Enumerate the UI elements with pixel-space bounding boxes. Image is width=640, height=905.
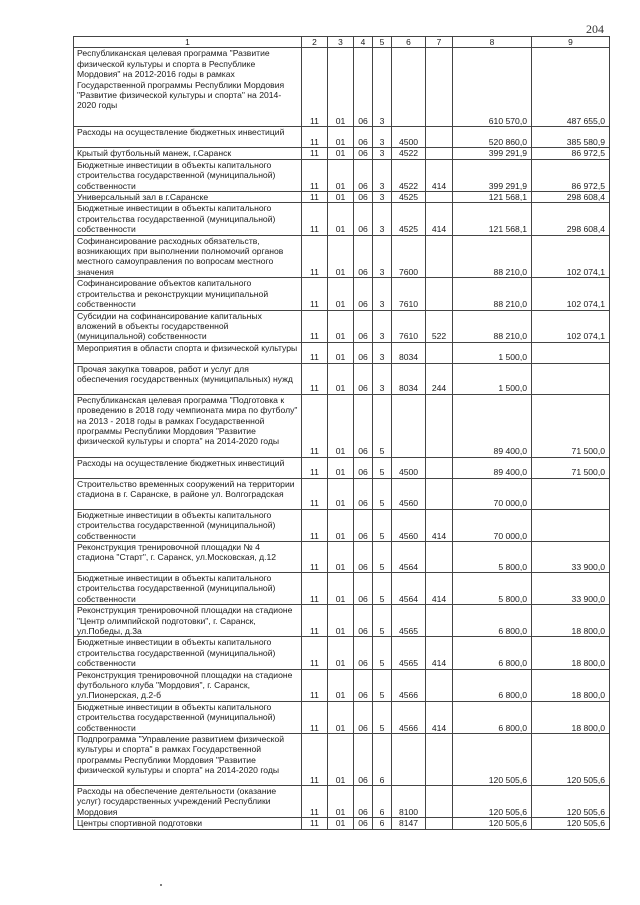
amount-cell: 399 291,9 bbox=[453, 148, 532, 159]
table-row bbox=[74, 637, 610, 669]
table-row bbox=[74, 310, 610, 342]
code-cell: 3 bbox=[373, 310, 392, 342]
code-cell: 06 bbox=[354, 786, 373, 818]
table-row bbox=[74, 148, 610, 159]
code-cell: 01 bbox=[328, 818, 354, 829]
amount-cell: 71 500,0 bbox=[532, 457, 610, 478]
code-cell: 11 bbox=[302, 363, 328, 394]
amount-cell: 121 568,1 bbox=[453, 192, 532, 203]
code-cell: 01 bbox=[328, 278, 354, 310]
code-cell: 6 bbox=[373, 734, 392, 786]
code-cell: 06 bbox=[354, 363, 373, 394]
amount-cell: 33 900,0 bbox=[532, 572, 610, 604]
table-row bbox=[74, 818, 610, 829]
amount-cell: 33 900,0 bbox=[532, 541, 610, 572]
code-cell: 06 bbox=[354, 310, 373, 342]
row-name-cell: Бюджетные инвестиции в объекты капитального строительства государственной (муниципальной) собственности bbox=[74, 572, 302, 604]
code-cell: 06 bbox=[354, 541, 373, 572]
code-cell: 01 bbox=[328, 310, 354, 342]
code-cell: 5 bbox=[373, 572, 392, 604]
code-cell: 01 bbox=[328, 127, 354, 148]
code-cell: 3 bbox=[373, 278, 392, 310]
code-cell: 4566 bbox=[392, 669, 426, 701]
row-name-cell: Бюджетные инвестиции в объекты капитального строительства государственной (муниципальной) собственности bbox=[74, 159, 302, 191]
code-cell: 11 bbox=[302, 278, 328, 310]
table-row bbox=[74, 669, 610, 701]
code-cell bbox=[426, 342, 453, 363]
code-cell: 01 bbox=[328, 734, 354, 786]
code-cell: 06 bbox=[354, 572, 373, 604]
code-cell: 8034 bbox=[392, 342, 426, 363]
row-name-cell: Реконструкция тренировочной площадки № 4 стадиона "Старт", г. Саранск, ул.Московская, д.12 bbox=[74, 541, 302, 572]
header-cell: 8 bbox=[453, 37, 532, 48]
code-cell: 06 bbox=[354, 278, 373, 310]
row-name-cell: Расходы на осуществление бюджетных инвестиций bbox=[74, 457, 302, 478]
amount-cell: 6 800,0 bbox=[453, 669, 532, 701]
code-cell: 5 bbox=[373, 637, 392, 669]
table-row bbox=[74, 48, 610, 127]
code-cell: 11 bbox=[302, 342, 328, 363]
amount-cell: 487 655,0 bbox=[532, 48, 610, 127]
code-cell: 11 bbox=[302, 203, 328, 235]
code-cell: 522 bbox=[426, 310, 453, 342]
header-row bbox=[74, 37, 610, 48]
amount-cell bbox=[532, 509, 610, 541]
table-row bbox=[74, 509, 610, 541]
code-cell: 5 bbox=[373, 605, 392, 637]
code-cell: 01 bbox=[328, 605, 354, 637]
row-name-cell: Республиканская целевая программа "Подготовка к проведению в 2018 году чемпионата мира по футболу" на 2013 - 2018 годы в рамках Государственной программы Республики Мордовия "Развитие физической культуры и спорта" на 2014-2020 годы bbox=[74, 394, 302, 457]
code-cell: 5 bbox=[373, 669, 392, 701]
amount-cell: 102 074,1 bbox=[532, 310, 610, 342]
budget-table bbox=[73, 36, 610, 830]
amount-cell bbox=[532, 342, 610, 363]
amount-cell: 1 500,0 bbox=[453, 342, 532, 363]
code-cell: 3 bbox=[373, 342, 392, 363]
code-cell: 3 bbox=[373, 363, 392, 394]
code-cell: 06 bbox=[354, 148, 373, 159]
code-cell: 4560 bbox=[392, 509, 426, 541]
code-cell: 01 bbox=[328, 192, 354, 203]
code-cell: 4525 bbox=[392, 192, 426, 203]
table-row bbox=[74, 192, 610, 203]
amount-cell: 18 800,0 bbox=[532, 669, 610, 701]
code-cell: 11 bbox=[302, 509, 328, 541]
row-name-cell: Бюджетные инвестиции в объекты капитального строительства государственной (муниципальной) собственности bbox=[74, 701, 302, 733]
row-name-cell: Мероприятия в области спорта и физической культуры bbox=[74, 342, 302, 363]
amount-cell: 298 608,4 bbox=[532, 192, 610, 203]
code-cell bbox=[426, 818, 453, 829]
code-cell: 7610 bbox=[392, 310, 426, 342]
code-cell: 01 bbox=[328, 203, 354, 235]
row-name-cell: Подпрограмма "Управление развитием физической культуры и спорта" в рамках Государственной программы Республики Мордовия "Развитие физической культуры и спорта" на 2014-2020 годы bbox=[74, 734, 302, 786]
code-cell: 06 bbox=[354, 509, 373, 541]
code-cell: 6 bbox=[373, 818, 392, 829]
header-cell: 2 bbox=[302, 37, 328, 48]
row-name-cell: Софинансирование расходных обязательств, возникающих при выполнении полномочий органов местного самоуправления по вопросам местного значения bbox=[74, 235, 302, 278]
code-cell: 4560 bbox=[392, 478, 426, 509]
code-cell: 8147 bbox=[392, 818, 426, 829]
amount-cell: 88 210,0 bbox=[453, 278, 532, 310]
amount-cell: 5 800,0 bbox=[453, 541, 532, 572]
code-cell: 414 bbox=[426, 509, 453, 541]
row-name-cell: Бюджетные инвестиции в объекты капитального строительства государственной (муниципальной) собственности bbox=[74, 203, 302, 235]
code-cell: 06 bbox=[354, 394, 373, 457]
row-name-cell: Реконструкция тренировочной площадки на стадионе "Центр олимпийской подготовки", г. Саранск, ул.Победы, д.3а bbox=[74, 605, 302, 637]
code-cell bbox=[426, 457, 453, 478]
table-row bbox=[74, 363, 610, 394]
code-cell: 4522 bbox=[392, 148, 426, 159]
amount-cell: 121 568,1 bbox=[453, 203, 532, 235]
row-name-cell: Расходы на обеспечение деятельности (оказание услуг) государственных учреждений Республики Мордовия bbox=[74, 786, 302, 818]
amount-cell: 1 500,0 bbox=[453, 363, 532, 394]
code-cell: 11 bbox=[302, 457, 328, 478]
code-cell: 4500 bbox=[392, 457, 426, 478]
code-cell: 01 bbox=[328, 159, 354, 191]
table-row bbox=[74, 278, 610, 310]
code-cell: 3 bbox=[373, 148, 392, 159]
code-cell: 06 bbox=[354, 669, 373, 701]
code-cell: 06 bbox=[354, 637, 373, 669]
code-cell: 06 bbox=[354, 342, 373, 363]
amount-cell: 6 800,0 bbox=[453, 605, 532, 637]
code-cell: 11 bbox=[302, 148, 328, 159]
code-cell: 01 bbox=[328, 572, 354, 604]
code-cell: 01 bbox=[328, 148, 354, 159]
amount-cell: 120 505,6 bbox=[453, 818, 532, 829]
code-cell: 11 bbox=[302, 394, 328, 457]
code-cell: 3 bbox=[373, 127, 392, 148]
amount-cell: 399 291,9 bbox=[453, 159, 532, 191]
code-cell: 01 bbox=[328, 478, 354, 509]
header-cell: 4 bbox=[354, 37, 373, 48]
code-cell: 11 bbox=[302, 701, 328, 733]
code-cell: 414 bbox=[426, 203, 453, 235]
code-cell: 06 bbox=[354, 235, 373, 278]
code-cell: 414 bbox=[426, 572, 453, 604]
code-cell: 4522 bbox=[392, 159, 426, 191]
code-cell bbox=[392, 48, 426, 127]
code-cell: 5 bbox=[373, 457, 392, 478]
code-cell: 11 bbox=[302, 310, 328, 342]
row-name-cell: Расходы на осуществление бюджетных инвестиций bbox=[74, 127, 302, 148]
amount-cell bbox=[532, 363, 610, 394]
code-cell bbox=[426, 669, 453, 701]
amount-cell: 120 505,6 bbox=[453, 786, 532, 818]
code-cell: 414 bbox=[426, 701, 453, 733]
row-name-cell: Реконструкция тренировочной площадки на стадионе футбольного клуба "Мордовия", г. Саранск, ул.Пионерская, д.2-б bbox=[74, 669, 302, 701]
amount-cell: 520 860,0 bbox=[453, 127, 532, 148]
amount-cell: 70 000,0 bbox=[453, 478, 532, 509]
code-cell: 11 bbox=[302, 669, 328, 701]
amount-cell: 6 800,0 bbox=[453, 637, 532, 669]
amount-cell: 70 000,0 bbox=[453, 509, 532, 541]
row-name-cell: Универсальный зал в г.Саранске bbox=[74, 192, 302, 203]
code-cell bbox=[426, 148, 453, 159]
amount-cell: 120 505,6 bbox=[532, 734, 610, 786]
amount-cell: 88 210,0 bbox=[453, 235, 532, 278]
amount-cell: 18 800,0 bbox=[532, 701, 610, 733]
code-cell: 06 bbox=[354, 605, 373, 637]
code-cell: 5 bbox=[373, 509, 392, 541]
header-cell: 5 bbox=[373, 37, 392, 48]
code-cell: 5 bbox=[373, 478, 392, 509]
amount-cell: 102 074,1 bbox=[532, 235, 610, 278]
row-name-cell: Субсидии на софинансирование капитальных вложений в объекты государственной (муниципальной) собственности bbox=[74, 310, 302, 342]
code-cell: 4564 bbox=[392, 572, 426, 604]
code-cell: 11 bbox=[302, 572, 328, 604]
code-cell bbox=[426, 541, 453, 572]
code-cell: 11 bbox=[302, 159, 328, 191]
code-cell bbox=[392, 394, 426, 457]
code-cell: 4565 bbox=[392, 637, 426, 669]
code-cell bbox=[392, 734, 426, 786]
code-cell: 11 bbox=[302, 818, 328, 829]
amount-cell: 120 505,6 bbox=[532, 786, 610, 818]
code-cell bbox=[426, 48, 453, 127]
row-name-cell: Софинансирование объектов капитального строительства и реконструкции муниципальной собственности bbox=[74, 278, 302, 310]
table-row bbox=[74, 394, 610, 457]
code-cell: 01 bbox=[328, 637, 354, 669]
code-cell bbox=[426, 278, 453, 310]
row-name-cell: Строительство временных сооружений на территории стадиона в г. Саранске, в районе ул. Волгоградская bbox=[74, 478, 302, 509]
table-row bbox=[74, 605, 610, 637]
row-name-cell: Бюджетные инвестиции в объекты капитального строительства государственной (муниципальной) собственности bbox=[74, 637, 302, 669]
table-row bbox=[74, 235, 610, 278]
header-cell: 7 bbox=[426, 37, 453, 48]
code-cell: 5 bbox=[373, 394, 392, 457]
code-cell: 8100 bbox=[392, 786, 426, 818]
amount-cell: 86 972,5 bbox=[532, 148, 610, 159]
code-cell bbox=[426, 235, 453, 278]
code-cell: 11 bbox=[302, 192, 328, 203]
code-cell bbox=[426, 127, 453, 148]
row-name-cell: Бюджетные инвестиции в объекты капитального строительства государственной (муниципальной) собственности bbox=[74, 509, 302, 541]
amount-cell: 18 800,0 bbox=[532, 637, 610, 669]
code-cell: 244 bbox=[426, 363, 453, 394]
code-cell: 11 bbox=[302, 541, 328, 572]
amount-cell: 385 580,9 bbox=[532, 127, 610, 148]
amount-cell: 120 505,6 bbox=[532, 818, 610, 829]
row-name-cell: Прочая закупка товаров, работ и услуг для обеспечения государственных (муниципальных) нужд bbox=[74, 363, 302, 394]
code-cell: 11 bbox=[302, 235, 328, 278]
code-cell: 414 bbox=[426, 637, 453, 669]
code-cell: 414 bbox=[426, 159, 453, 191]
table-body bbox=[74, 37, 610, 830]
code-cell: 11 bbox=[302, 127, 328, 148]
page-number: 204 bbox=[586, 22, 604, 36]
table-row bbox=[74, 701, 610, 733]
code-cell: 3 bbox=[373, 192, 392, 203]
code-cell: 01 bbox=[328, 342, 354, 363]
table-row bbox=[74, 127, 610, 148]
code-cell: 7610 bbox=[392, 278, 426, 310]
code-cell: 01 bbox=[328, 457, 354, 478]
code-cell: 06 bbox=[354, 818, 373, 829]
table-row bbox=[74, 457, 610, 478]
code-cell: 11 bbox=[302, 734, 328, 786]
amount-cell: 610 570,0 bbox=[453, 48, 532, 127]
table-row bbox=[74, 734, 610, 786]
code-cell: 01 bbox=[328, 509, 354, 541]
code-cell: 01 bbox=[328, 235, 354, 278]
code-cell: 5 bbox=[373, 701, 392, 733]
code-cell: 3 bbox=[373, 159, 392, 191]
row-name-cell: Центры спортивной подготовки bbox=[74, 818, 302, 829]
table-row bbox=[74, 786, 610, 818]
code-cell: 11 bbox=[302, 637, 328, 669]
table-row bbox=[74, 159, 610, 191]
amount-cell: 18 800,0 bbox=[532, 605, 610, 637]
header-cell: 3 bbox=[328, 37, 354, 48]
table-row bbox=[74, 203, 610, 235]
header-cell: 9 bbox=[532, 37, 610, 48]
code-cell bbox=[426, 786, 453, 818]
code-cell: 06 bbox=[354, 159, 373, 191]
code-cell: 8034 bbox=[392, 363, 426, 394]
header-cell: 6 bbox=[392, 37, 426, 48]
table-row bbox=[74, 342, 610, 363]
code-cell: 01 bbox=[328, 701, 354, 733]
amount-cell: 5 800,0 bbox=[453, 572, 532, 604]
code-cell: 11 bbox=[302, 478, 328, 509]
code-cell: 4565 bbox=[392, 605, 426, 637]
code-cell: 6 bbox=[373, 786, 392, 818]
amount-cell: 88 210,0 bbox=[453, 310, 532, 342]
code-cell: 11 bbox=[302, 605, 328, 637]
scan-speck bbox=[160, 884, 162, 886]
row-name-cell: Республиканская целевая программа "Развитие физической культуры и спорта в Республике Мордовия" на 2012-2016 годы в рамках Государственной программы Республики Мордовия "Развитие физической культуры и спорта" на 2014-2020 годы bbox=[74, 48, 302, 127]
code-cell: 3 bbox=[373, 48, 392, 127]
amount-cell: 89 400,0 bbox=[453, 394, 532, 457]
code-cell: 01 bbox=[328, 669, 354, 701]
code-cell: 01 bbox=[328, 541, 354, 572]
amount-cell: 89 400,0 bbox=[453, 457, 532, 478]
code-cell: 3 bbox=[373, 235, 392, 278]
code-cell: 11 bbox=[302, 786, 328, 818]
row-name-cell: Крытый футбольный манеж, г.Саранск bbox=[74, 148, 302, 159]
code-cell: 06 bbox=[354, 48, 373, 127]
code-cell: 11 bbox=[302, 48, 328, 127]
amount-cell: 102 074,1 bbox=[532, 278, 610, 310]
code-cell: 01 bbox=[328, 394, 354, 457]
table-row bbox=[74, 572, 610, 604]
table-row bbox=[74, 541, 610, 572]
code-cell bbox=[426, 478, 453, 509]
code-cell: 06 bbox=[354, 734, 373, 786]
amount-cell: 71 500,0 bbox=[532, 394, 610, 457]
amount-cell: 298 608,4 bbox=[532, 203, 610, 235]
code-cell: 06 bbox=[354, 478, 373, 509]
header-cell: 1 bbox=[74, 37, 302, 48]
table-row bbox=[74, 478, 610, 509]
amount-cell: 6 800,0 bbox=[453, 701, 532, 733]
amount-cell: 86 972,5 bbox=[532, 159, 610, 191]
code-cell: 06 bbox=[354, 127, 373, 148]
code-cell: 4500 bbox=[392, 127, 426, 148]
code-cell: 06 bbox=[354, 701, 373, 733]
amount-cell: 120 505,6 bbox=[453, 734, 532, 786]
code-cell: 01 bbox=[328, 786, 354, 818]
code-cell: 5 bbox=[373, 541, 392, 572]
code-cell bbox=[426, 605, 453, 637]
code-cell: 7600 bbox=[392, 235, 426, 278]
code-cell: 4525 bbox=[392, 203, 426, 235]
code-cell: 01 bbox=[328, 48, 354, 127]
code-cell bbox=[426, 192, 453, 203]
code-cell bbox=[426, 394, 453, 457]
code-cell: 06 bbox=[354, 192, 373, 203]
code-cell: 06 bbox=[354, 457, 373, 478]
code-cell: 01 bbox=[328, 363, 354, 394]
code-cell bbox=[426, 734, 453, 786]
code-cell: 4566 bbox=[392, 701, 426, 733]
code-cell: 4564 bbox=[392, 541, 426, 572]
amount-cell bbox=[532, 478, 610, 509]
code-cell: 06 bbox=[354, 203, 373, 235]
code-cell: 3 bbox=[373, 203, 392, 235]
